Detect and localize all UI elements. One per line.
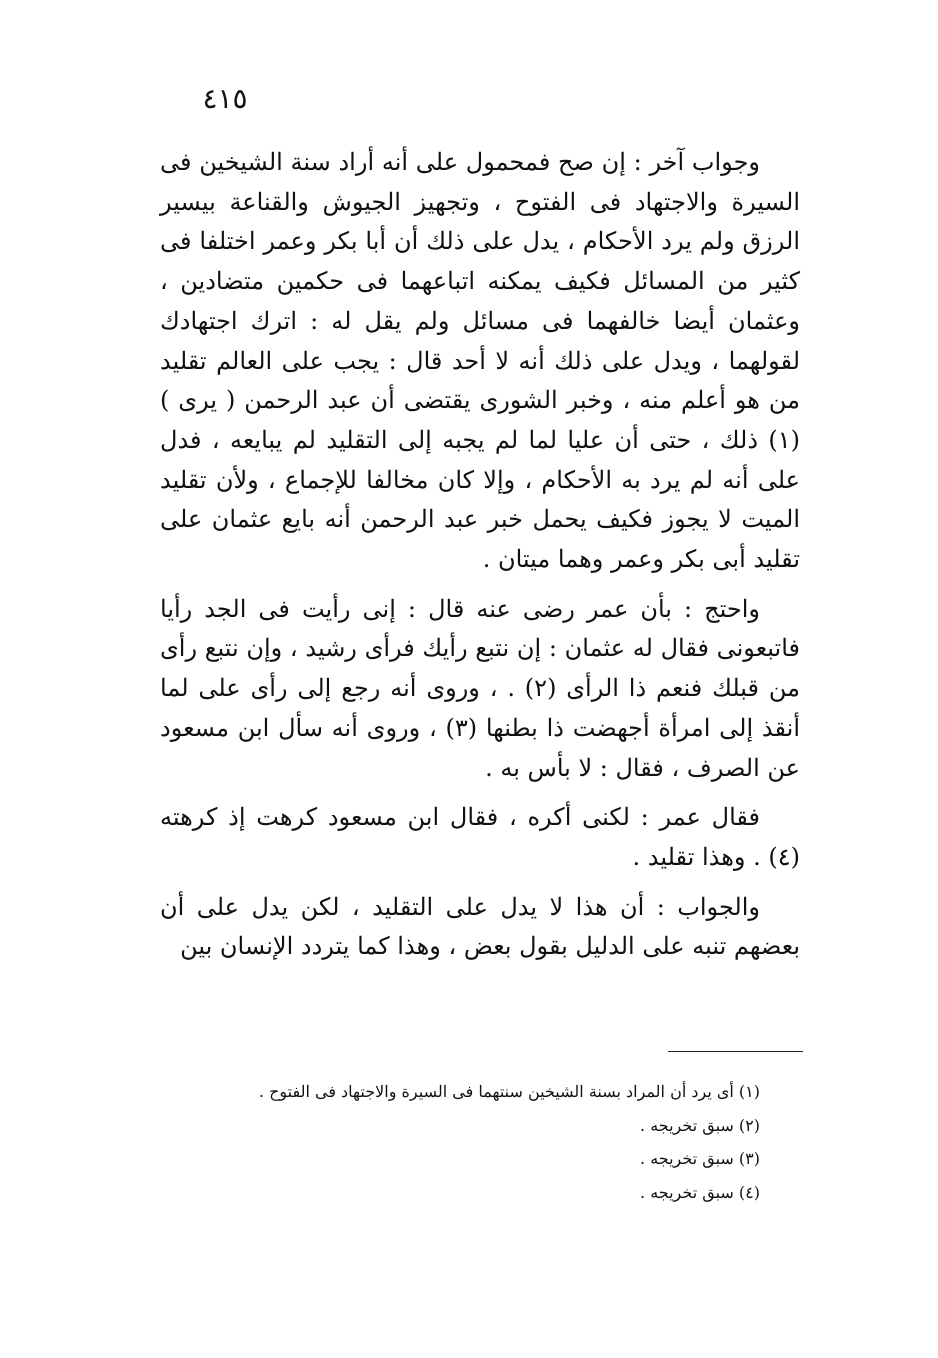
footnote-separator — [668, 1051, 803, 1052]
page-number: ٤١٥ — [202, 82, 248, 115]
paragraph: وجواب آخر : إن صح فمحمول على أنه أراد سنة الشيخين فى السيرة والاجتهاد فى الفتوح ، وتجهيز الجيوش والقناعة بيسير الرزق ولم يرد الأحكام ، يدل على ذلك أن أبا بكر وعمر اختلفا فى كثير من المسائل فكيف يمكنه اتباعهما فى حكمين متضادين ، وعثمان أيضا خالفهما فى مسائل ولم يقل له : اترك اجتهادك لقولهما ، ويدل على ذلك أنه لا أحد قال : يجب على العالم تقليد من هو أعلم منه ، وخبر الشورى يقتضى أن عبد الرحمن ( يرى ) (١) ذلك ، حتى أن عليا لما لم يجبه إلى التقليد لم يبايعه ، فدل على أنه لم يرد به الأحكام ، وإلا كان مخالفا للإجماع ، ولأن تقليد الميت لا يجوز فكيف يحمل خبر عبد الرحمن أنه بايع عثمان على تقليد أبى بكر وعمر وهما ميتان . — [160, 148, 801, 574]
paragraph: واحتج : بأن عمر رضى عنه قال : إنى رأيت فى الجد رأيا فاتبعونى فقال له عثمان : إن نتبع رأيك فرأى رشيد ، وإن نتبع رأى من قبلك فنعم ذا الرأى (٢) . ، وروى أنه رجع إلى رأى على لما أنقذ إلى امرأة أجهضت ذا بطنها (٣) ، وروى أنه سأل ابن مسعود عن الصرف ، فقال : لا بأس به . — [160, 594, 801, 782]
footnotes — [160, 1075, 760, 1209]
paragraph: والجواب : أن هذا لا يدل على التقليد ، لكن يدل على أن بعضهم تنبه على الدليل بقول بعض ، وهذا كما يتردد الإنسان بين — [160, 892, 800, 961]
paragraph: فقال عمر : لكنى أكره ، فقال ابن مسعود كرهت إذ كرهته (٤) . وهذا تقليد . — [160, 803, 800, 871]
body-text — [160, 143, 800, 967]
footnote: (١) أى يرد أن المراد بسنة الشيخين سنتهما فى السيرة والاجتهاد فى الفتوح . — [258, 1082, 760, 1101]
footnote: (٢) سبق تخريجه . — [640, 1115, 760, 1135]
footnote: (٤) سبق تخريجه . — [640, 1182, 760, 1202]
footnote: (٣) سبق تخريجه . — [640, 1149, 760, 1168]
